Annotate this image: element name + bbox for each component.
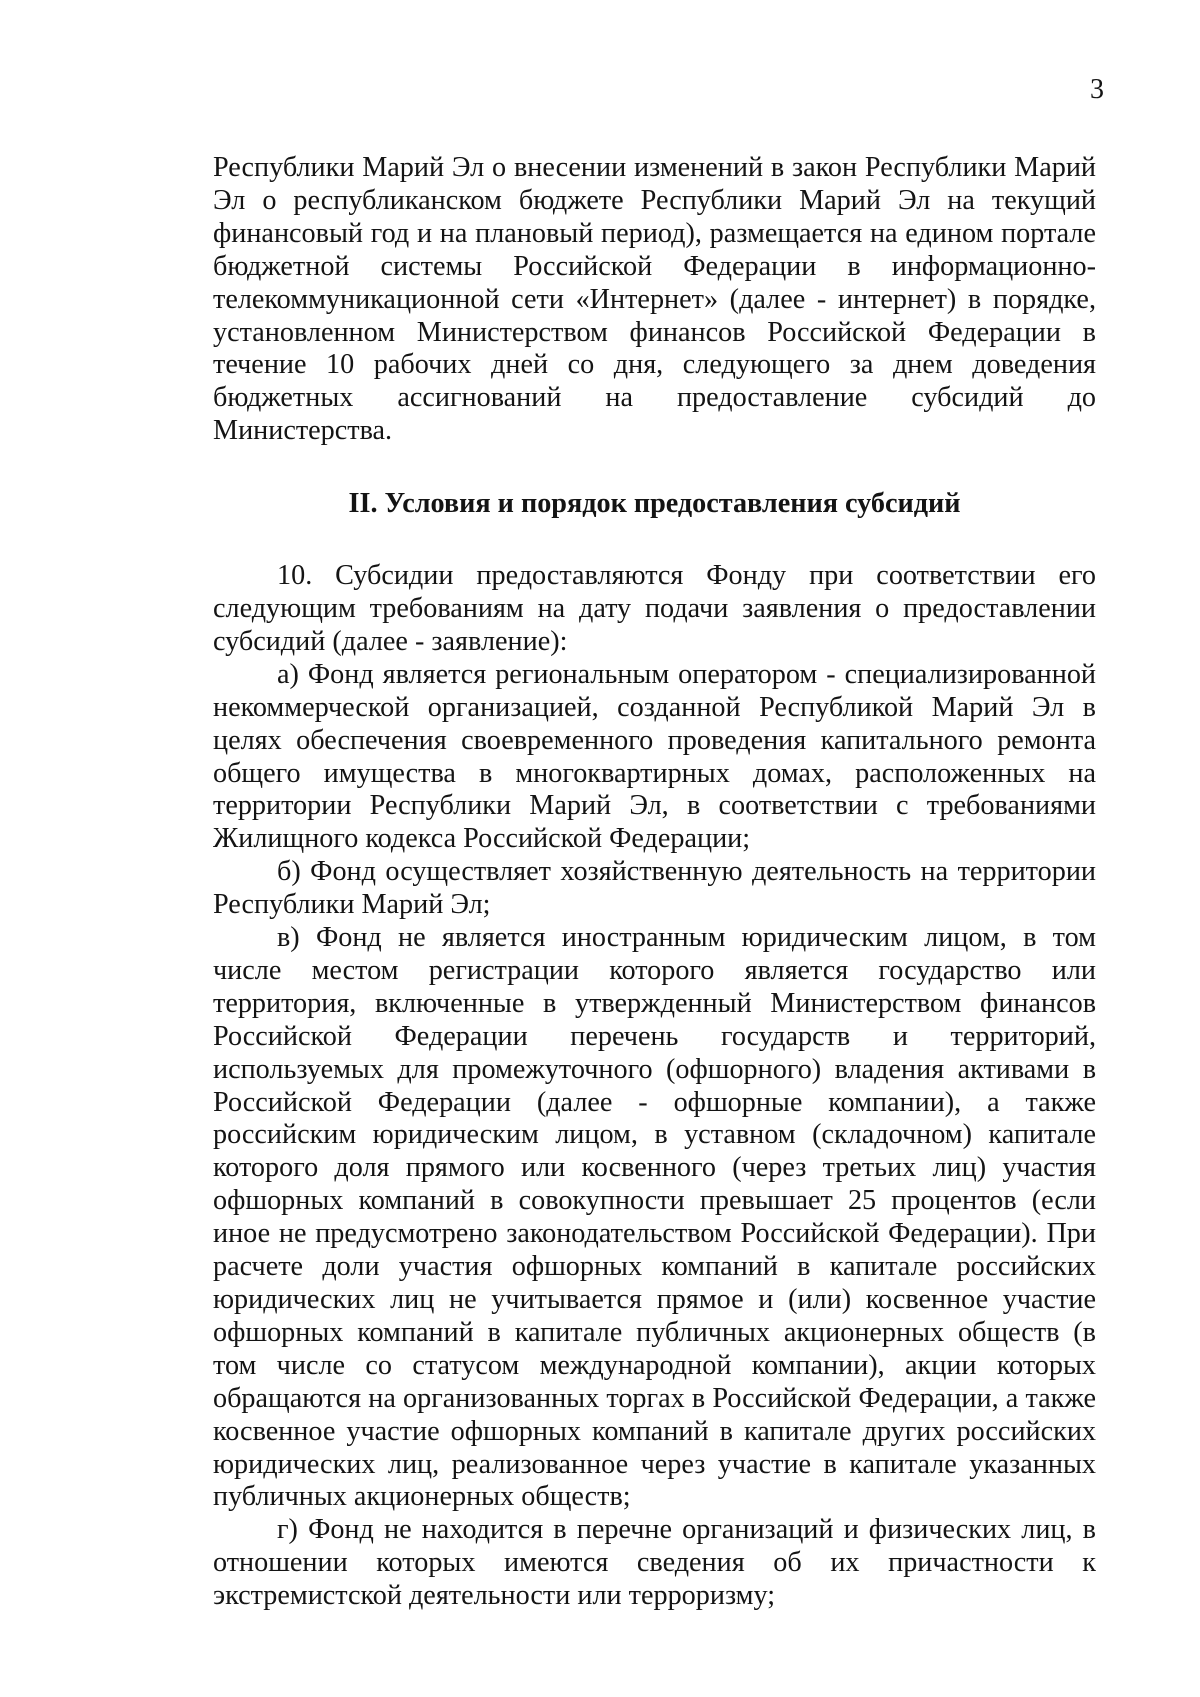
paragraph-g: г) Фонд не находится в перечне организаций и физических лиц, в отношении которых имеются сведения об их причастности к экстремистской деятельности или терроризму; (213, 1514, 1096, 1612)
paragraph-10: 10. Субсидии предоставляются Фонду при соответствии его следующим требованиям на дату подачи заявления о предоставлении субсидий (далее - заявление): (213, 560, 1096, 657)
document-body (213, 152, 1096, 1613)
paragraph-v: в) Фонд не является иностранным юридическим лицом, в том числе местом регистрации которого является государство или территория, включенные в утвержденный Министерством финансов Российской Федерации перечень государств и территорий, используемых для промежуточного (офшорного) владения активами в Российской Федерации (далее - офшорные компании), а также российским юридическим лицом, в уставном (складочном) капитале которого доля прямого или косвенного (через третьих лиц) участия офшорных компаний в совокупности превышает 25 процентов (если иное не предусмотрено законодательством Российской Федерации). При расчете доли участия офшорных компаний в капитале российских юридических лиц не учитывается прямое и (или) косвенное участие офшорных компаний в капитале публичных акционерных обществ (в том числе со статусом международной компании), акции которых обращаются на организованных торгах в Российской Федерации, а также косвенное участие офшорных компаний в капитале других российских юридических лиц, реализованное через участие в капитале указанных публичных акционерных обществ; (213, 922, 1096, 1513)
intro-paragraph: Республики Марий Эл о внесении изменений в закон Республики Марий Эл о республиканском бюджете Республики Марий Эл на текущий финансовый год и на плановый период), размещается на едином портале бюджетной системы Российской Федерации в информационно-телекоммуникационной сети «Интернет» (далее - интернет) в порядке, установленном Министерством финансов Российской Федерации в течение 10 рабочих дней со дня, следующего за днем доведения бюджетных ассигнований на предоставление субсидий до Министерства. (213, 152, 1096, 447)
paragraph-b: б) Фонд осуществляет хозяйственную деятельность на территории Республики Марий Эл; (213, 856, 1096, 921)
paragraph-a: а) Фонд является региональным оператором - специализированной некоммерческой организацией, созданной Республикой Марий Эл в целях обеспечения своевременного проведения капитального ремонта общего имущества в многоквартирных домах, расположенных на территории Республики Марий Эл, в соответствии с требованиями Жилищного кодекса Российской Федерации; (213, 658, 1096, 855)
section-title: II. Условия и порядок предоставления субсидий (348, 488, 961, 520)
page-number: 3 (1090, 74, 1104, 105)
